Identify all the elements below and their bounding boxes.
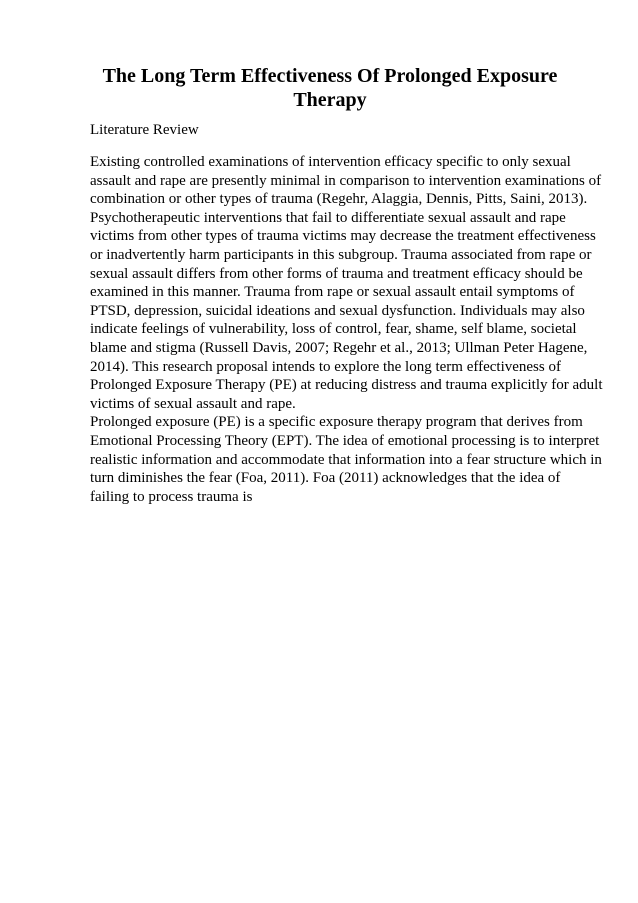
body-line-19: failing to process trauma is (90, 488, 253, 505)
body-line-6: or inadvertently harm participants in this subgroup. Trauma associated from rape or (90, 246, 592, 263)
body-line-5: victims from other types of trauma victims may decrease the treatment effectiveness (90, 228, 596, 245)
body-line-8: examined in this manner. Trauma from rape or sexual assault entail symptoms of (90, 284, 575, 301)
body-line-13: Prolonged Exposure Therapy (PE) at reducing distress and trauma explicitly for adult (90, 377, 603, 394)
title-line-2: Therapy (293, 89, 367, 111)
body-line-1: Existing controlled examinations of intervention efficacy specific to only sexual (90, 154, 571, 170)
body-line-15: Prolonged exposure (PE) is a specific exposure therapy program that derives from (90, 414, 583, 431)
body-line-3: combination or other types of trauma (Regehr, Alaggia, Dennis, Pitts, Saini, 2013). (90, 191, 588, 208)
body-line-10: indicate feelings of vulnerability, loss of control, fear, shame, self blame, societal (90, 321, 577, 338)
body-line-2: assault and rape are presently minimal in comparison to intervention examinations of (90, 172, 602, 189)
body-text (90, 153, 603, 506)
body-line-16: Emotional Processing Theory (EPT). The idea of emotional processing is to interpret (90, 432, 600, 449)
body-line-7: sexual assault differs from other forms of trauma and treatment efficacy should be (90, 265, 583, 282)
body-line-17: realistic information and accommodate that information into a fear structure which in (90, 451, 602, 468)
document-title (100, 64, 560, 112)
body-line-4: Psychotherapeutic interventions that fail to differentiate sexual assault and rape (90, 209, 566, 226)
body-line-14: victims of sexual assault and rape. (90, 395, 296, 412)
section-heading: Literature Review (90, 122, 199, 138)
body-line-11: blame and stigma (Russell Davis, 2007; Regehr et al., 2013; Ullman Peter Hagene, (90, 339, 588, 356)
body-line-12: 2014). This research proposal intends to explore the long term effectiveness of (90, 358, 561, 375)
title-line-1: The Long Term Effectiveness Of Prolonged Exposure (102, 65, 558, 87)
body-line-9: PTSD, depression, suicidal ideations and sexual dysfunction. Individuals may also (90, 302, 585, 319)
body-line-18: turn diminishes the fear (Foa, 2011). Foa (2011) acknowledges that the idea of (90, 470, 561, 487)
